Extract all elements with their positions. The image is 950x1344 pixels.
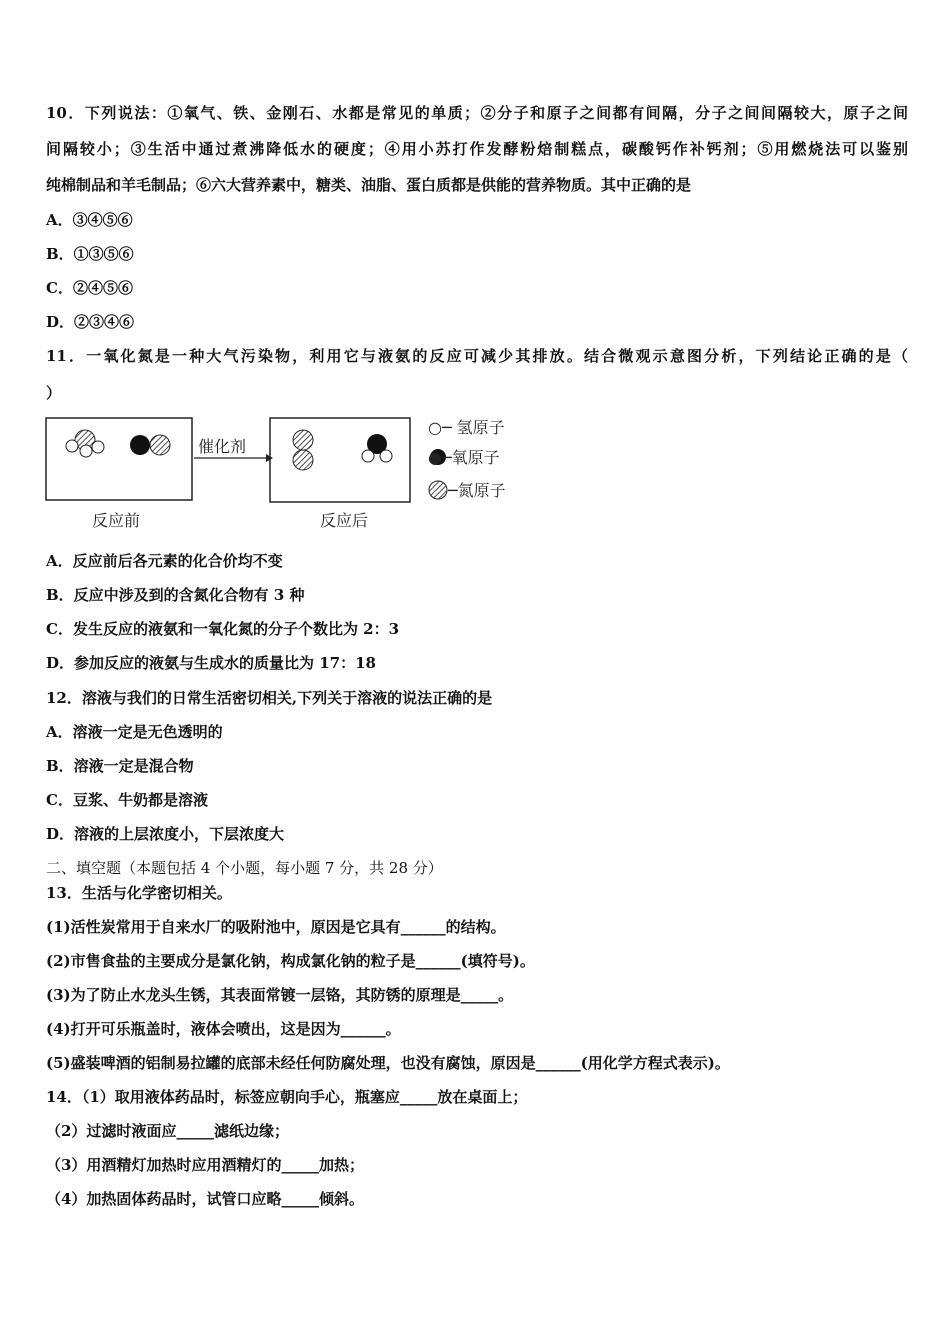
q14-item-4: （4）加热固体药品时，试管口应略_____倾斜。: [46, 1190, 364, 1208]
q13-item-3: (3)为了防止水龙头生锈，其表面常镀一层铬，其防锈的原理是_____。: [46, 986, 514, 1004]
reaction-diagram: [44, 412, 534, 536]
q12-stem: 12．溶液与我们的日常生活密切相关,下列关于溶液的说法正确的是: [46, 689, 493, 707]
q10-option-b: B．①③⑤⑥: [46, 245, 134, 263]
q11-stem-line2: ）: [46, 384, 62, 402]
no-molecule: [130, 435, 170, 455]
legend-nitrogen: ─氮原子: [448, 481, 506, 500]
q14-item-3: （3）用酒精灯加热时应用酒精灯的_____加热；: [46, 1156, 364, 1174]
catalyst-label: 催化剂: [198, 437, 247, 456]
after-label: 反应后: [320, 511, 369, 530]
q10-option-c: C．②④⑤⑥: [46, 279, 133, 297]
before-label: 反应前: [92, 511, 141, 530]
legend-oxygen: ●─氧原子: [428, 448, 500, 467]
q12-option-b: B．溶液一定是混合物: [46, 757, 194, 775]
ammonia-molecule: [66, 430, 104, 457]
before-box: [46, 418, 192, 500]
q12-option-c: C．豆浆、牛奶都是溶液: [46, 791, 208, 809]
q13-item-2: (2)市售食盐的主要成分是氯化钠，构成氯化钠的粒子是______(填符号)。: [46, 952, 535, 970]
section-2-heading: 二、填空题（本题包括 4 个小题，每小题 7 分，共 28 分）: [46, 859, 443, 877]
q10-stem-line3: 纯棉制品和羊毛制品；⑥六大营养素中，糖类、油脂、蛋白质都是供能的营养物质。其中正确的是: [46, 176, 692, 194]
q11-option-a: A．反应前后各元素的化合价均不变: [46, 552, 283, 570]
q14-item-2: （2）过滤时液面应_____滤纸边缘；: [46, 1122, 289, 1140]
q12-option-d: D．溶液的上层浓度小，下层浓度大: [46, 825, 285, 843]
q13-stem: 13．生活与化学密切相关。: [46, 884, 232, 902]
q11-option-b: B．反应中涉及到的含氮化合物有 3 种: [46, 586, 305, 604]
n2-molecule: [293, 430, 313, 470]
legend-nitrogen-icon: [429, 481, 447, 499]
q11-option-d: D．参加反应的液氨与生成水的质量比为 17：18: [46, 654, 376, 672]
water-molecule: [362, 434, 392, 462]
q14-item-1: 14．（1）取用液体药品时，标签应朝向手心，瓶塞应_____放在桌面上；: [46, 1088, 528, 1106]
q10-option-d: D．②③④⑥: [46, 313, 135, 331]
q13-item-5: (5)盛装啤酒的铝制易拉罐的底部未经任何防腐处理，也没有腐蚀，原因是______(用化学方程式表示)。: [46, 1054, 730, 1072]
q11-stem-line1: 11．一氧化氮是一种大气污染物，利用它与液氨的反应可减少其排放。结合微观示意图分析，下列结论正确的是（: [46, 347, 908, 365]
q12-option-a: A．溶液一定是无色透明的: [46, 723, 223, 741]
q11-option-c: C．发生反应的液氨和一氧化氮的分子个数比为 2：3: [46, 620, 400, 638]
q10-stem-line2: 间隔较小；③生活中通过煮沸降低水的硬度；④用小苏打作发酵粉焙制糕点，碳酸钙作补钙剂；⑤用燃烧法可以鉴别: [46, 140, 908, 158]
legend-hydrogen: ○─ 氢原子: [428, 418, 505, 437]
q13-item-4: (4)打开可乐瓶盖时，液体会喷出，这是因为______。: [46, 1020, 401, 1038]
q10-option-a: A．③④⑤⑥: [46, 211, 133, 229]
q13-item-1: (1)活性炭常用于自来水厂的吸附池中，原因是它具有______的结构。: [46, 918, 506, 936]
q10-stem-line1: 10．下列说法：①氧气、铁、金刚石、水都是常见的单质；②分子和原子之间都有间隔，分子之间间隔较大，原子之间: [46, 104, 908, 122]
